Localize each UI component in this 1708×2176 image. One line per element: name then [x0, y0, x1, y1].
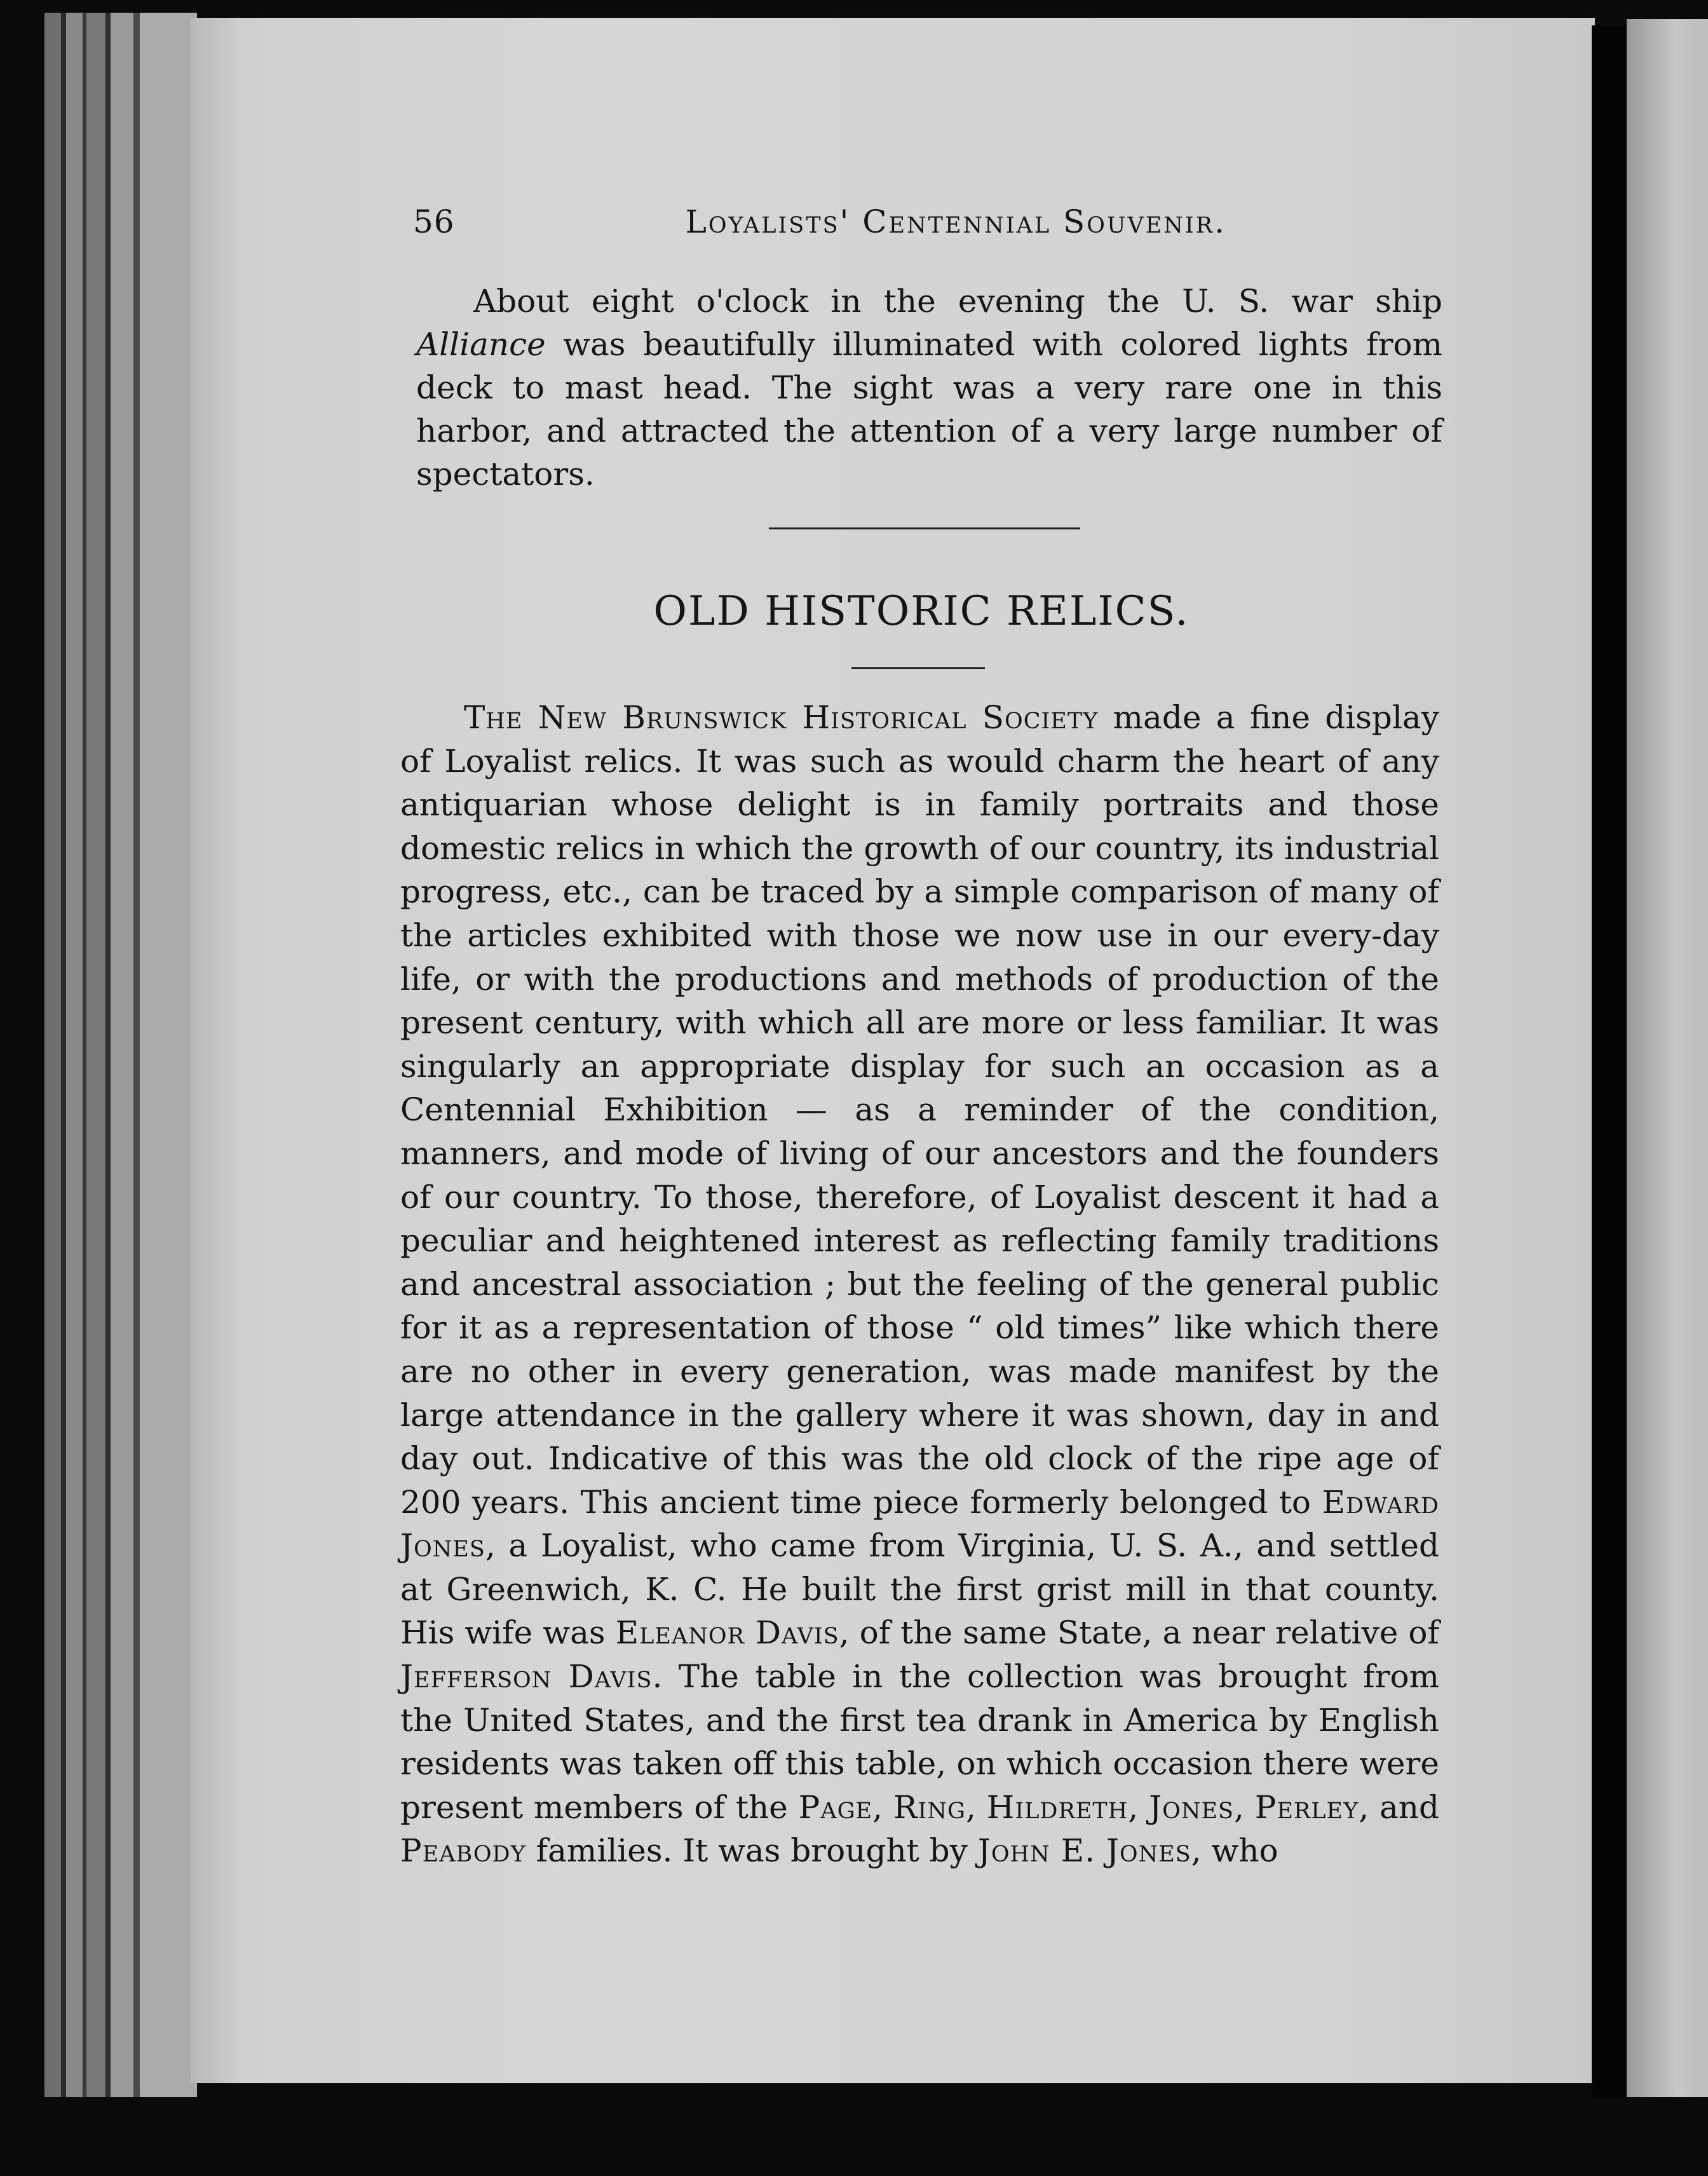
running-head	[413, 203, 1226, 240]
paragraph-text: , a Loyalist, who came from Virginia, U. S. A., and settled at Greenwich, K. C. He built the first grist mill in that county. His wife was	[400, 1527, 1439, 1652]
society-name: The New Brunswick Historical Society	[464, 699, 1099, 736]
section-heading: OLD HISTORIC RELICS.	[653, 588, 1190, 635]
separator: ,	[965, 1788, 987, 1826]
paragraph-relics	[400, 696, 1439, 1873]
section-divider	[769, 527, 1080, 529]
paragraph-alliance	[416, 280, 1442, 496]
paragraph-text: About eight o'clock in the evening the U. S. war ship	[473, 283, 1442, 320]
paragraph-text: made a fine display of Loyalist relics. It was such as would charm the heart of any antiquarian whose delight is in family portraits and those domestic relics in which the growth of our country, its industrial progress, etc., can be traced by a simple comparison of many of the articles exhibited with those we now use in our every-day life, or with the productions and methods of production of the present century, with which all are more or less familiar. It was singularly an appropriate display for such an occasion as a Centennial Exhibition — as a reminder of the condition, manners, and mode of living of our ancestors and the founders of our country. To those, therefore, of Loyalist descent it had a peculiar and heightened interest as reflecting family traditions and ancestral association ; but the feeling of the general public for it as a representation of those “ old times” like which there are no other in every generation, was made manifest by the large attendance in the gallery where it was shown, day in and day out. Indicative of this was the old clock of the ripe age of 200 years. This ancient time piece formerly belonged to	[400, 699, 1439, 1521]
running-title: Loyalists' Centennial Souvenir.	[685, 203, 1226, 240]
heading-underline	[851, 667, 985, 669]
paragraph-text: families. It was brought by	[525, 1832, 978, 1870]
person-name: Eleanor Davis	[615, 1614, 839, 1652]
family-name: Page	[798, 1788, 873, 1826]
person-name: Edward Jones	[400, 1483, 1439, 1565]
page-number: 56	[413, 203, 455, 240]
family-name: Perley	[1254, 1788, 1359, 1826]
family-name: Ring	[893, 1788, 966, 1826]
family-name: Peabody	[400, 1832, 526, 1870]
person-name: Jefferson Davis	[400, 1658, 653, 1696]
separator: ,	[1233, 1788, 1255, 1826]
family-name: Jones	[1149, 1788, 1234, 1826]
page-edges	[44, 13, 197, 2110]
separator: ,	[1128, 1788, 1149, 1826]
facing-page	[1627, 19, 1708, 2116]
paragraph-text: , of the same State, a near relative of	[839, 1614, 1439, 1652]
family-name: Hildreth	[986, 1788, 1128, 1826]
paragraph-text: , who	[1191, 1832, 1278, 1870]
paragraph-text: , and	[1359, 1788, 1440, 1826]
scan-border	[0, 2097, 1708, 2176]
paragraph-text: . The table in the collection was brought from the United States, and the first tea drank in America by English residents was taken off this table, on which occasion there were present members of the	[400, 1658, 1440, 1826]
ship-name: Alliance	[416, 326, 546, 363]
separator: ,	[872, 1788, 893, 1826]
person-name: John E. Jones	[977, 1832, 1191, 1870]
paragraph-text: was beautifully illuminated with colored lights from deck to mast head. The sight was a very rare one in this harbor, and attracted the attention of a very large number of spectators.	[416, 326, 1442, 493]
